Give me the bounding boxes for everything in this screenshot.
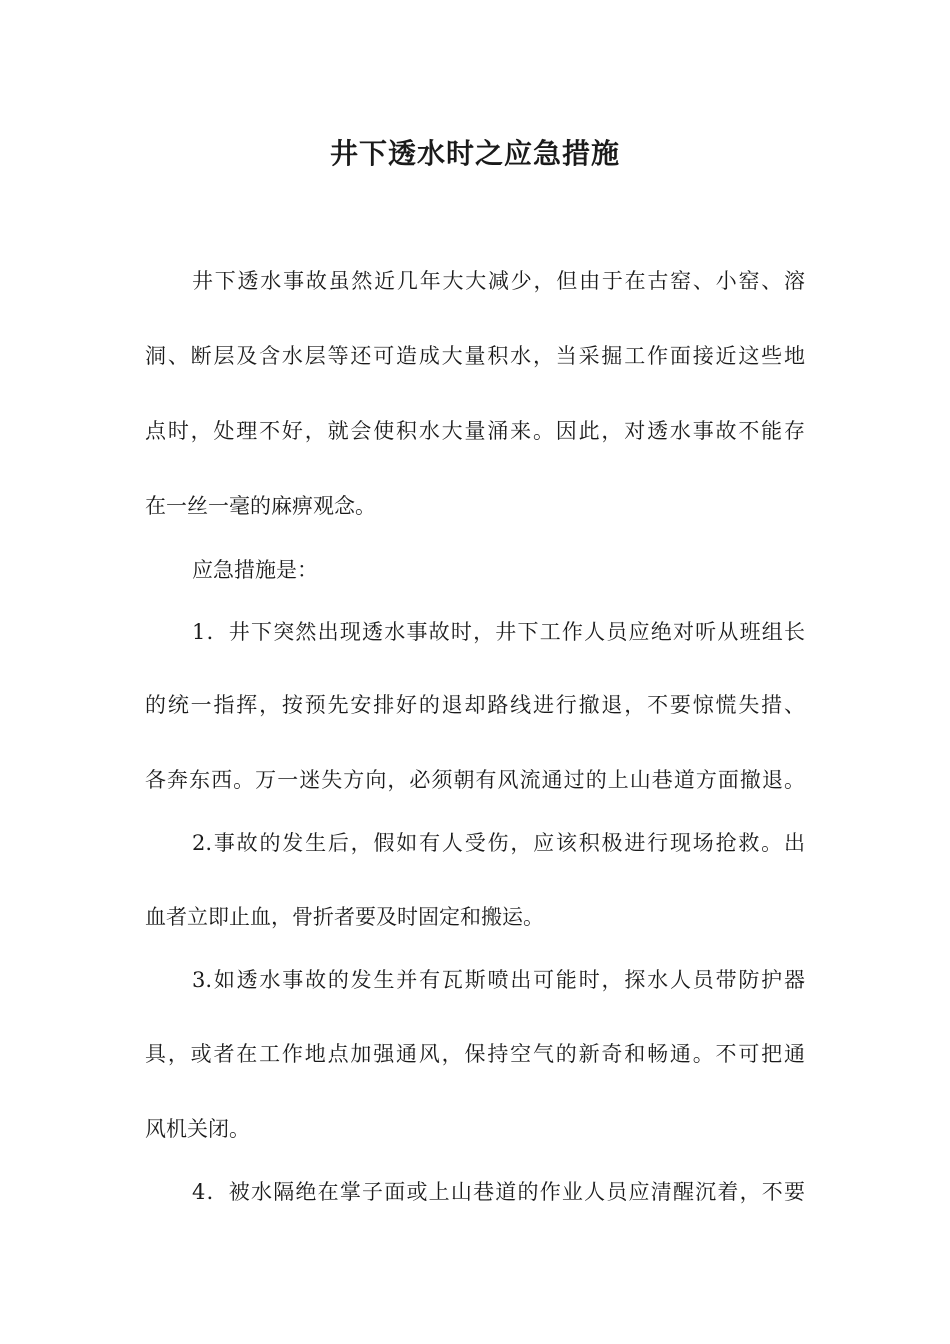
- paragraph-line: 2.事故的发生后，假如有人受伤，应该积极进行现场抢救。出: [192, 831, 805, 855]
- paragraph-line: 4．被水隔绝在掌子面或上山巷道的作业人员应清醒沉着，不要: [192, 1180, 805, 1204]
- paragraph-line: 洞、断层及含水层等还可造成大量积水，当采掘工作面接近这些地: [145, 344, 805, 368]
- paragraph-line: 血者立即止血，骨折者要及时固定和搬运。: [145, 905, 544, 929]
- paragraph-line: 各奔东西。万一迷失方向，必须朝有风流通过的上山巷道方面撤退。: [145, 768, 805, 792]
- paragraph-line: 应急措施是：: [192, 558, 318, 582]
- paragraph-line: 1．井下突然出现透水事故时，井下工作人员应绝对听从班组长: [192, 620, 805, 644]
- paragraph-line: 风机关闭。: [145, 1117, 250, 1141]
- paragraph-line: 具，或者在工作地点加强通风，保持空气的新奇和畅通。不可把通: [145, 1042, 805, 1066]
- paragraph-line: 在一丝一毫的麻痹观念。: [145, 494, 376, 518]
- paragraph-line: 井下透水事故虽然近几年大大减少，但由于在古窑、小窑、溶: [192, 269, 805, 293]
- paragraph-line: 点时，处理不好，就会使积水大量涌来。因此，对透水事故不能存: [145, 419, 805, 443]
- paragraph-line: 的统一指挥，按预先安排好的退却路线进行撤退，不要惊慌失措、: [145, 693, 805, 717]
- document-title: 井下透水时之应急措施: [329, 137, 620, 170]
- paragraph-line: 3.如透水事故的发生并有瓦斯喷出可能时，探水人员带防护器: [192, 968, 805, 992]
